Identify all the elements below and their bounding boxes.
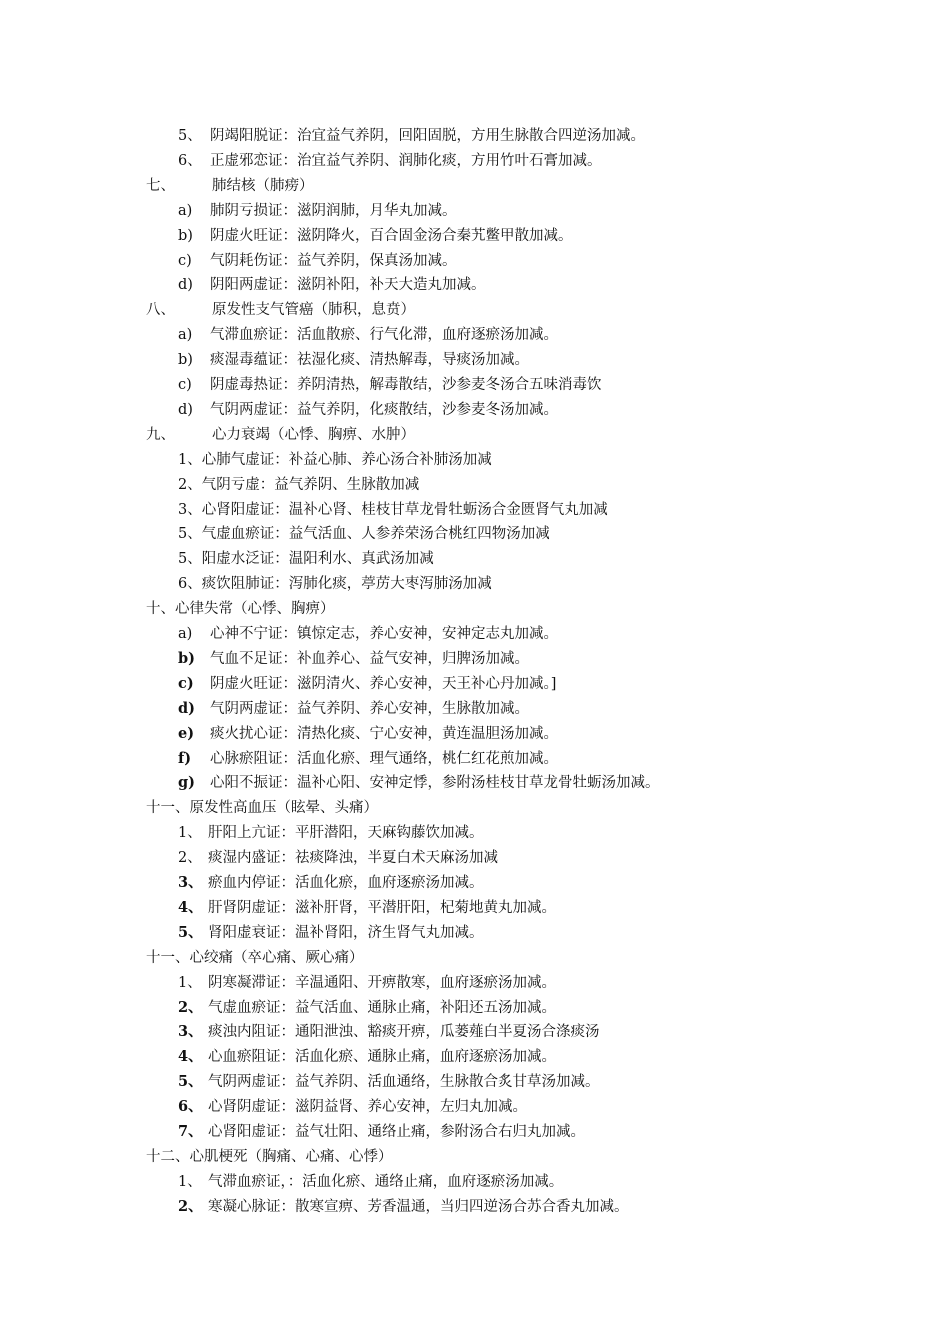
item-text: 肾阳虚衰证：温补肾阳，济生肾气丸加减。 (208, 924, 484, 941)
list-marker: 4、 (178, 898, 203, 916)
item-text: 心神不宁证：镇惊定志，养心安神，安神定志丸加减。 (210, 626, 558, 642)
item-text: 1、心肺气虚证：补益心肺、养心汤合补肺汤加减 (178, 451, 492, 468)
heading-text: 肺结核（肺痨） (212, 177, 314, 194)
list-marker: b) (178, 227, 193, 244)
item-text: 痰湿毒蕴证：祛湿化痰、清热解毒，导痰汤加减。 (210, 352, 529, 369)
item-text: 肺阴亏损证：滋阴润肺，月华丸加减。 (210, 202, 457, 219)
list-marker: 7、 (178, 1123, 203, 1140)
item-text: 气滞血瘀证，：活血化瘀、通络止痛，血府逐瘀汤加减。 (208, 1173, 564, 1190)
list-marker: d) (178, 277, 193, 294)
item-text: 痰湿内盛证：祛痰降浊，半夏白术天麻汤加减 (208, 850, 498, 867)
item-text: 3、心肾阳虚证：温补心肾、桂枝甘草龙骨牡蛎汤合金匮肾气丸加减 (178, 501, 608, 518)
list-marker: e) (178, 724, 195, 742)
heading-text: 十二、心肌梗死（胸痛、心痛、心悸） (146, 1148, 393, 1165)
item-text: 气阴耗伤证：益气养阴，保真汤加减。 (210, 252, 457, 269)
item-text: 阴虚毒热证：养阴清热，解毒散结，沙参麦冬汤合五味消毒饮 (210, 377, 602, 393)
item-text: 正虚邪恋证：治宜益气养阴、润肺化痰，方用竹叶石膏加减。 (210, 152, 602, 169)
list-marker: 2、 (178, 1197, 203, 1215)
heading-text: 十一、心绞痛（卒心痛、厥心痛） (146, 949, 364, 966)
item-text: 心脉瘀阻证：活血化瘀、理气通络，桃仁红花煎加减。 (210, 750, 558, 767)
list-marker: 1、 (178, 825, 202, 842)
list-marker: a) (178, 202, 193, 219)
list-marker: c) (178, 252, 192, 269)
heading-text: 十、心律失常（心悸、胸痹） (146, 601, 335, 618)
list-marker: b) (178, 649, 195, 667)
list-marker: g) (178, 774, 195, 792)
list-marker: 七、 (146, 177, 175, 194)
item-text: 痰浊内阻证：通阳泄浊、豁痰开痹，瓜蒌薤白半夏汤合涤痰汤 (208, 1024, 600, 1041)
list-marker: f) (178, 749, 192, 767)
list-marker: d) (178, 401, 193, 418)
list-marker: d) (178, 699, 195, 717)
list-marker: b) (178, 352, 193, 369)
item-text: 5、气虚血瘀证：益气活血、人参养荣汤合桃红四物汤加减 (178, 526, 550, 543)
item-text: 6、痰饮阻肺证：泻肺化痰，葶苈大枣泻肺汤加减 (178, 576, 492, 593)
item-text: 阴虚火旺证：滋阴降火，百合固金汤合秦艽鳖甲散加减。 (210, 227, 573, 244)
list-marker: a) (178, 327, 193, 344)
list-marker: 1、 (178, 974, 202, 991)
heading-text: 心力衰竭（心悸、胸痹、水肿） (212, 426, 415, 443)
list-marker: 八、 (146, 302, 175, 319)
item-text: 2、气阴亏虚：益气养阴、生脉散加减 (178, 476, 420, 493)
list-marker: a) (178, 626, 193, 642)
item-text: 气阴两虚证：益气养阴、养心安神，生脉散加减。 (210, 700, 529, 717)
item-text: 肝肾阴虚证：滋补肝肾，平潜肝阳，杞菊地黄丸加减。 (208, 899, 556, 916)
item-text: 气虚血瘀证：益气活血、通脉止痛，补阳还五汤加减。 (208, 999, 556, 1016)
item-text: 心肾阳虚证：益气壮阳、通络止痛，参附汤合右归丸加减。 (208, 1124, 585, 1140)
list-marker: 九、 (146, 426, 175, 443)
item-text: 寒凝心脉证：散寒宣痹、芳香温通，当归四逆汤合苏合香丸加减。 (208, 1198, 629, 1215)
list-marker: c) (178, 674, 194, 692)
list-marker: 5、 (178, 1073, 203, 1091)
list-marker: 3、 (178, 874, 203, 891)
list-marker: 3、 (178, 1023, 203, 1041)
list-marker: c) (178, 377, 192, 393)
heading-text: 原发性支气管癌（肺积，息贲） (212, 302, 415, 319)
item-text: 阴寒凝滞证：辛温通阳、开痹散寒，血府逐瘀汤加减。 (208, 974, 556, 991)
item-text: 肝阳上亢证：平肝潜阳，天麻钩藤饮加减。 (208, 825, 484, 842)
item-text: 气阴两虚证：益气养阴，化痰散结，沙参麦冬汤加减。 (210, 401, 558, 418)
item-text: 心血瘀阻证：活血化瘀、通脉止痛，血府逐瘀汤加减。 (208, 1049, 556, 1066)
item-text: 心肾阴虚证：滋阴益肾、养心安神，左归丸加减。 (208, 1099, 527, 1116)
list-marker: 2、 (178, 850, 202, 867)
list-marker: 5、 (178, 128, 202, 144)
item-text: 瘀血内停证：活血化瘀，血府逐瘀汤加减。 (208, 875, 484, 891)
item-text: 气滞血瘀证：活血散瘀、行气化滞，血府逐瘀汤加减。 (210, 327, 558, 344)
item-text: 阴阳两虚证：滋阴补阳，补天大造丸加减。 (210, 277, 486, 294)
list-marker: 4、 (178, 1048, 203, 1066)
item-text: 痰火扰心证：清热化痰、宁心安神，黄连温胆汤加减。 (210, 725, 558, 742)
item-text: 气阴两虚证：益气养阴、活血通络，生脉散合炙甘草汤加减。 (208, 1074, 600, 1091)
list-marker: 2、 (178, 998, 203, 1016)
item-text: 阴竭阳脱证：治宜益气养阴，回阳固脱，方用生脉散合四逆汤加减。 (210, 128, 645, 144)
list-marker: 6、 (178, 152, 202, 169)
list-marker: 6、 (178, 1098, 203, 1116)
list-marker: 1、 (178, 1173, 202, 1190)
heading-text: 十一、原发性高血压（眩晕、头痛） (146, 800, 378, 817)
item-text: 阴虚火旺证：滋阴清火、养心安神，天王补心丹加减。] (210, 675, 557, 692)
item-text: 5、阳虚水泛证：温阳利水、真武汤加减 (178, 551, 434, 568)
item-text: 心阳不振证：温补心阳、安神定悸，参附汤桂枝甘草龙骨牡蛎汤加减。 (210, 775, 660, 792)
list-marker: 5、 (178, 923, 203, 941)
item-text: 气血不足证：补血养心、益气安神，归脾汤加减。 (210, 650, 529, 667)
